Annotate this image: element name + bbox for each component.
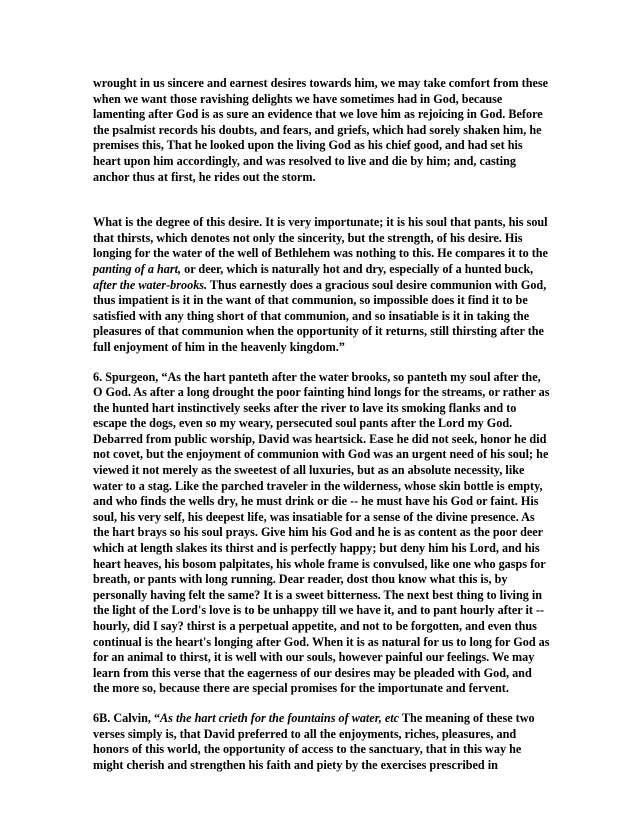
paragraph-4-italic: As the hart crieth for the fountains of water, etc [160,710,400,725]
paragraph-4-text-b: The meaning of these two verses simply is, that David preferred to all the enjoyments, riches, pleasures, and honors of this world, the opportunity of access to the sanctuary, that in this way he might cherish and strengthen his faith and piety by the exercises prescribed in [93,710,535,772]
paragraph-2-italic-a: panting of a hart, [93,261,182,276]
paragraph-2-text-c: Thus earnestly does a gracious soul desire communion with God, thus impatient is it in the want of that communion, so impossible does it find it to be satisfied with any thing short of that communion, and so insatiable is it in taking the pleasures of that communion when the opportunity of it returns, still thirsting after the full enjoyment of him in the heavenly kingdom.” [93,277,547,354]
paragraph-2-text-a: What is the degree of this desire. It is very importunate; it is his soul that pants, his soul that thirsts, which denotes not only the sincerity, but the strength, of his desire. His longing for the water of the well of Bethlehem was nothing to this. He compares it to the [93,215,548,261]
paragraph-2 [93,215,550,355]
paragraph-2-italic-b: after the water-brooks. [93,277,208,292]
paragraph-2-text-b: or deer, which is naturally hot and dry, especially of a hunted buck, [181,261,534,276]
paragraph-1 [93,76,550,185]
paragraph-3-text: 6. Spurgeon, “As the hart panteth after the water brooks, so panteth my soul after the, O God. As after a long drought the poor fainting hind longs for the streams, or rather as the hunted hart instinctively seeks after the river to lave its smoking flanks and to escape the dogs, even so my weary, persecuted soul pants after the Lord my God. Debarred from public worship, David was heartsick. Ease he did not seek, honor he did not covet, but the enjoyment of communion with God was an urgent need of his soul; he viewed it not merely as the sweetest of all luxuries, but as an absolute necessity, like water to a stag. Like the parched traveler in the wilderness, whose skin bottle is empty, and who finds the wells dry, he must drink or die -- he must have his God or faint. His soul, his very self, his deepest life, was insatiable for a sense of the divine presence. As the hart brays so his soul prays. Give him his God and he is as content as the poor deer which at length slakes its thirst and is perfectly happy; but deny him his Lord, and his heart heaves, his bosom palpitates, his whole frame is convulsed, like one who gasps for breath, or pants with long running. Dear reader, dost thou know what this is, by personally having felt the same? It is a sweet bitterness. The next best thing to living in the light of the Lord's love is to be unhappy till we have it, and to pant hourly after it -- hourly, did I say? thirst is a perpetual appetite, and not to be forgotten, and even thus continual is the heart's longing after God. When it is as natural for us to long for God as for an animal to thirst, it is well with our souls, however painful our feelings. We may learn from this verse that the eagerness of our desires may be pleaded with God, and the more so, because there are special promises for the importunate and fervent. [93,369,550,696]
paragraph-1-text: wrought in us sincere and earnest desires towards him, we may take comfort from these when we want those ravishing delights we have sometimes had in God, because lamenting after God is as sure an evidence that we love him as rejoicing in God. Before the psalmist records his doubts, and fears, and griefs, which had sorely shaken him, he premises this, That he looked upon the living God as his chief good, and had set his heart upon him accordingly, and was resolved to live and die by him; and, casting anchor thus at first, he rides out the storm. [93,76,549,184]
paragraph-3 [93,370,550,697]
paragraph-4 [93,711,550,773]
paragraph-4-text-a: 6B. Calvin, “ [93,710,161,725]
